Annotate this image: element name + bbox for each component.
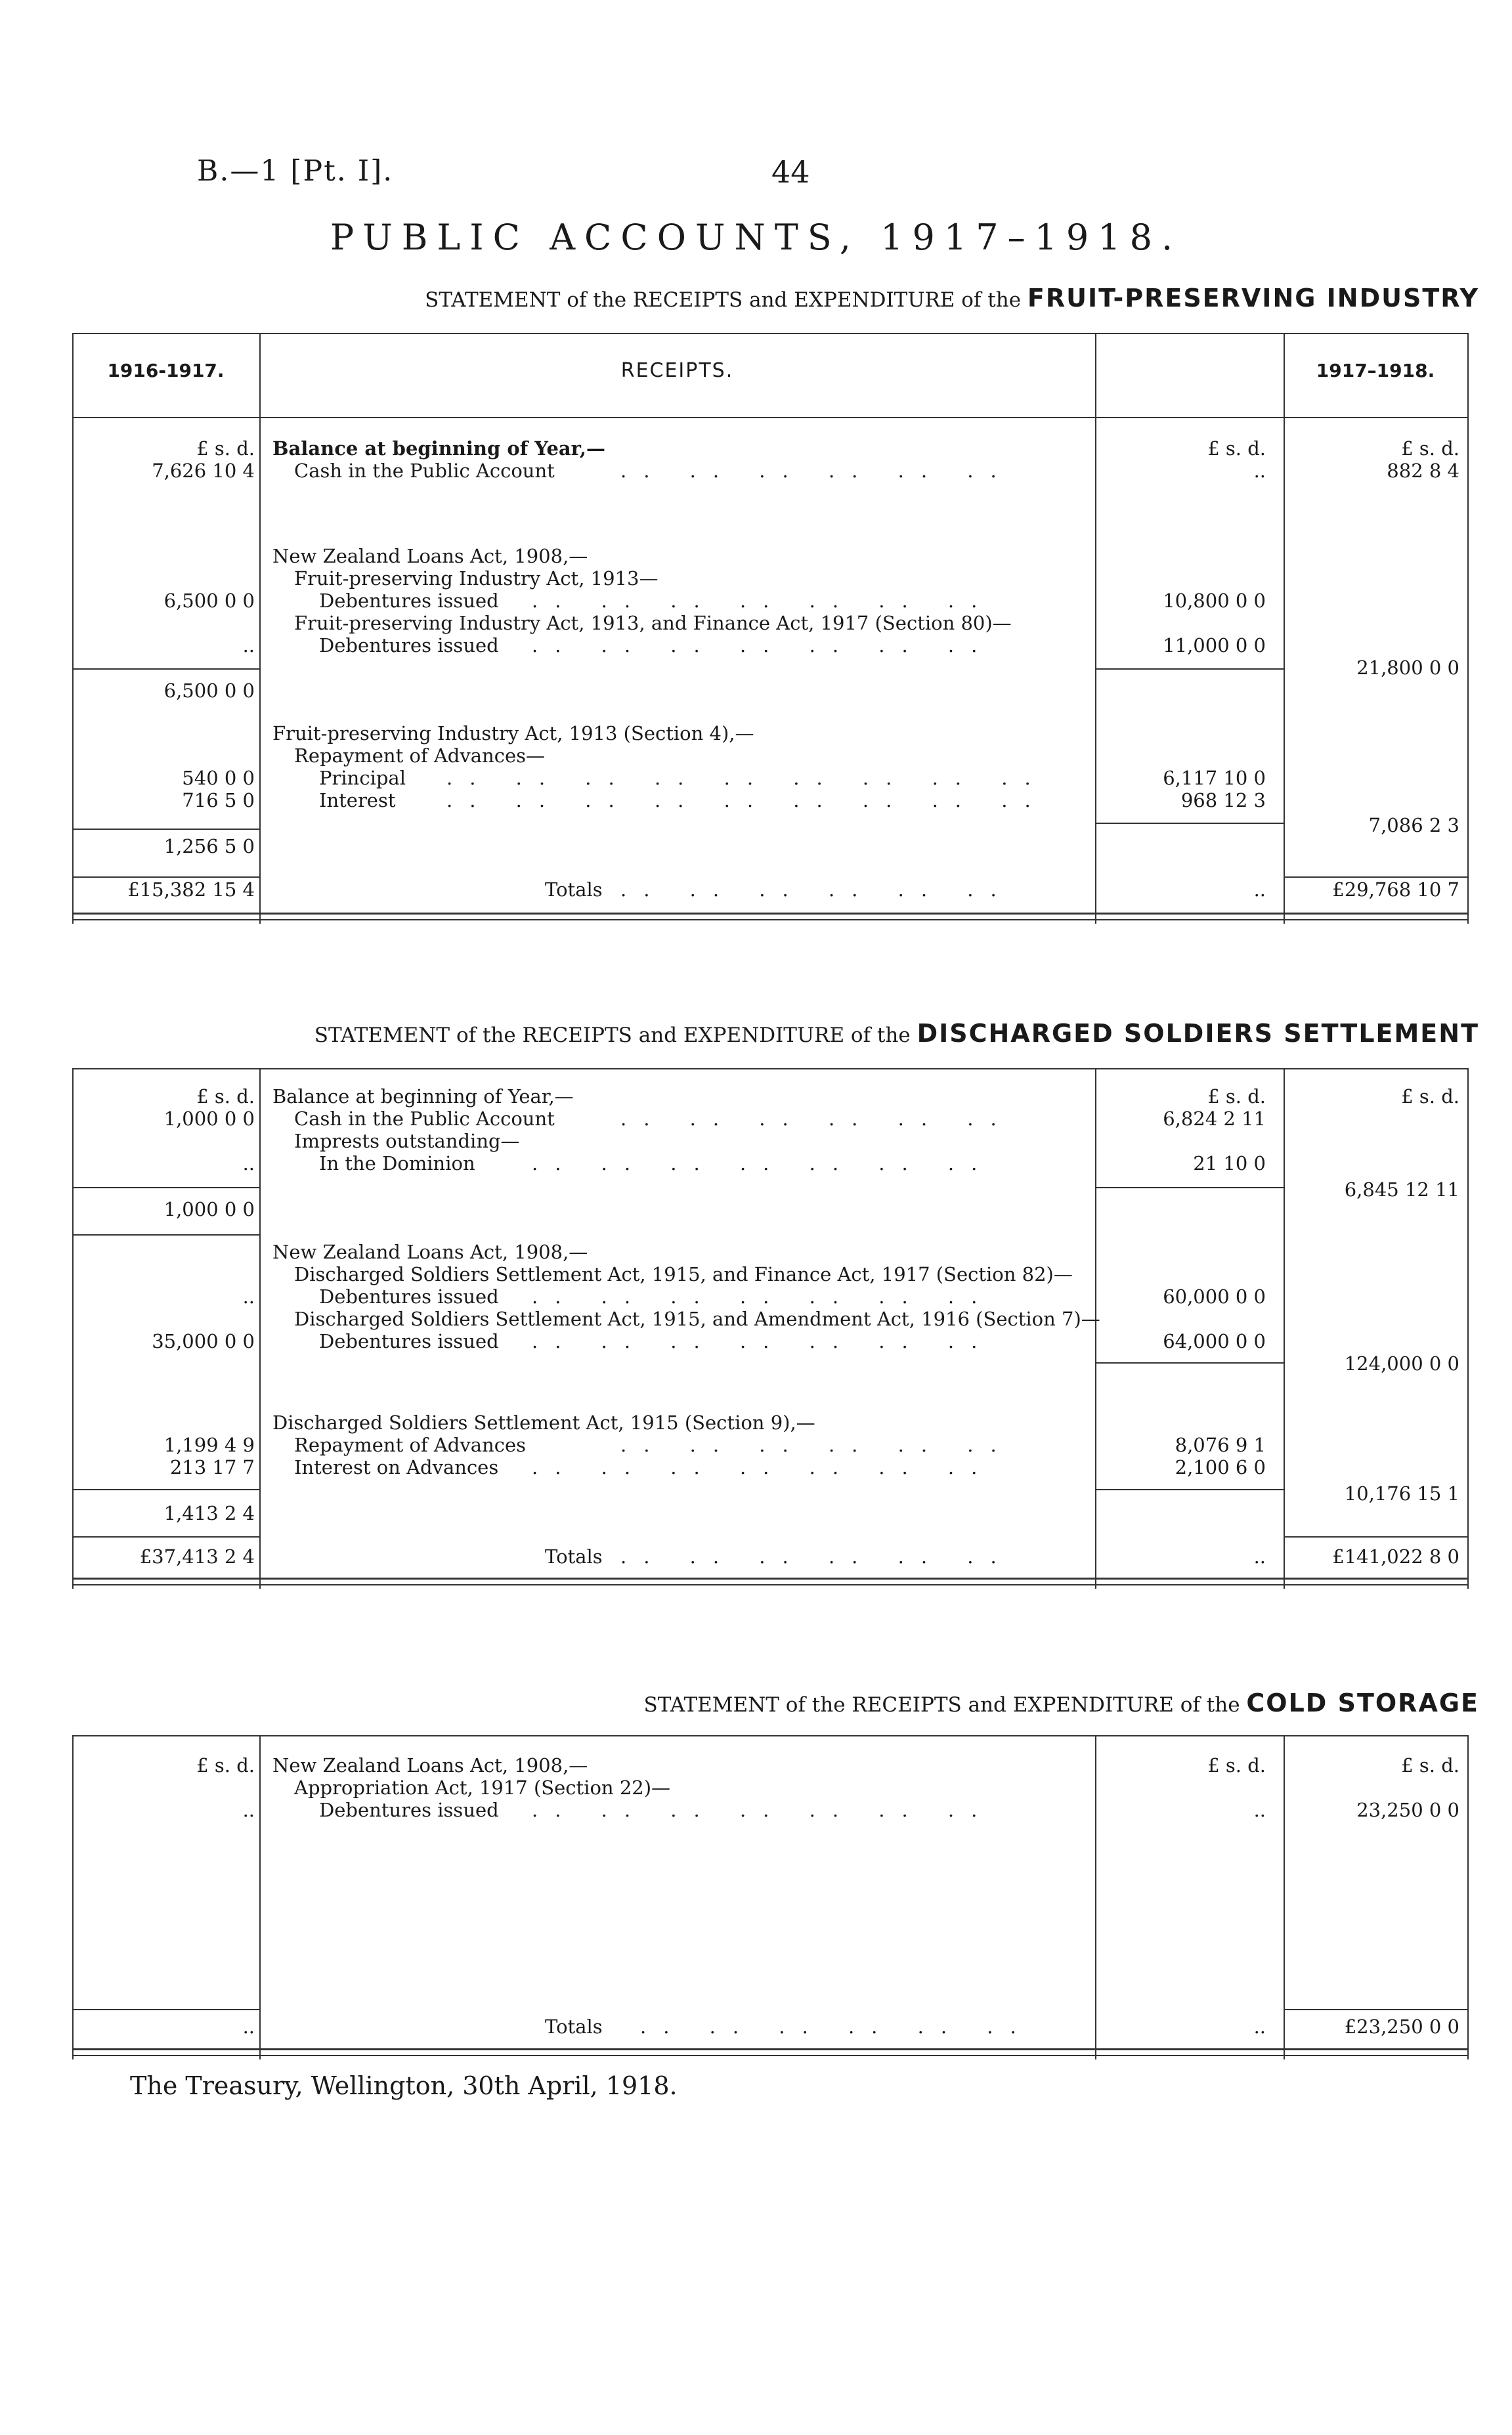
total-curr: £141,022 8 0 — [1332, 1545, 1459, 1568]
leader-dots: .. .. .. .. .. .. — [620, 1108, 1014, 1130]
leader-dots: .. .. .. .. .. .. .. — [532, 1285, 995, 1308]
statement-heading-fruit — [425, 284, 1479, 312]
line-label: Interest — [319, 789, 396, 811]
total-prev: £37,413 2 4 — [139, 1545, 255, 1568]
amount-prev-subtotal: 1,000 0 0 — [163, 1198, 255, 1220]
amount-mid: 10,800 0 0 — [1163, 590, 1266, 612]
leader-dots: .. .. .. .. .. .. — [620, 460, 1014, 482]
amount-prev: 1,199 4 9 — [163, 1434, 255, 1456]
line-label: Debentures issued — [319, 634, 499, 657]
leader-dots: .. .. .. .. .. .. .. — [532, 634, 995, 657]
amount-curr: 7,086 2 3 — [1368, 814, 1459, 836]
statement-heading-cold-storage — [644, 1689, 1479, 1717]
lsd-header: £ s. d. — [1207, 1085, 1266, 1108]
amount-curr: 124,000 0 0 — [1344, 1352, 1459, 1375]
statement-subject: DISCHARGED SOLDIERS SETTLEMENT — [917, 1019, 1479, 1048]
lsd-header: £ s. d. — [1401, 1085, 1459, 1108]
amount-curr: 23,250 0 0 — [1356, 1799, 1459, 1821]
amount-prev-subtotal: 1,413 2 4 — [163, 1502, 255, 1524]
amount-mid: 11,000 0 0 — [1163, 634, 1266, 657]
lsd-header: £ s. d. — [196, 1085, 255, 1108]
amount-prev: 6,500 0 0 — [163, 590, 255, 612]
leader-dots: .. .. .. .. .. .. — [620, 1545, 1014, 1568]
line-label: Debentures issued — [319, 590, 499, 612]
amount-curr: 21,800 0 0 — [1356, 657, 1459, 679]
lsd-header: £ s. d. — [196, 437, 255, 460]
amount-mid: .. — [1253, 1799, 1266, 1821]
leader-dots: .. .. .. .. .. .. — [640, 2015, 1033, 2038]
amount-prev: 716 5 0 — [182, 789, 255, 811]
leader-dots: .. .. .. .. .. .. .. — [532, 1330, 995, 1352]
amount-mid: 6,117 10 0 — [1163, 767, 1266, 789]
amount-prev: .. — [242, 1285, 255, 1308]
leader-dots: .. .. .. .. .. .. .. — [532, 1152, 995, 1174]
total-mid: .. — [1253, 878, 1266, 901]
amount-prev: .. — [242, 634, 255, 657]
line-label: New Zealand Loans Act, 1908,— — [272, 1241, 588, 1263]
totals-label: Totals — [545, 2015, 603, 2038]
col-header-receipts: RECEIPTS. — [620, 359, 734, 382]
line-label: Appropriation Act, 1917 (Section 22)— — [294, 1777, 671, 1799]
page-number: 44 — [771, 154, 810, 190]
line-label: Repayment of Advances— — [294, 744, 545, 767]
amount-mid: 2,100 6 0 — [1175, 1456, 1266, 1478]
leader-dots: .. .. .. .. .. .. .. — [532, 1799, 995, 1821]
line-label: New Zealand Loans Act, 1908,— — [272, 545, 588, 567]
line-label: Cash in the Public Account — [294, 460, 555, 482]
amount-mid: 6,824 2 11 — [1163, 1108, 1266, 1130]
statement-subject: FRUIT-PRESERVING INDUSTRY — [1027, 284, 1479, 312]
statement-prefix: STATEMENT of the RECEIPTS and EXPENDITURE of the — [425, 288, 1022, 312]
amount-prev: 213 17 7 — [169, 1456, 255, 1478]
totals-label: Totals — [545, 1545, 603, 1568]
amount-mid: .. — [1253, 460, 1266, 482]
amount-curr: 6,845 12 11 — [1344, 1178, 1459, 1201]
amount-mid: 64,000 0 0 — [1163, 1330, 1266, 1352]
total-mid: .. — [1253, 2015, 1266, 2038]
statement-heading-soldiers — [314, 1019, 1479, 1048]
leader-dots: .. .. .. .. .. .. — [620, 1434, 1014, 1456]
amount-mid: 21 10 0 — [1193, 1152, 1266, 1174]
line-label: In the Dominion — [319, 1152, 475, 1174]
leader-dots: .. .. .. .. .. .. .. — [532, 590, 995, 612]
line-label: New Zealand Loans Act, 1908,— — [272, 1754, 588, 1777]
total-curr: £23,250 0 0 — [1344, 2015, 1459, 2038]
report-reference: B.—1 [Pt. I]. — [197, 154, 394, 188]
total-curr: £29,768 10 7 — [1332, 878, 1459, 901]
line-label: Fruit-preserving Industry Act, 1913— — [294, 567, 659, 590]
amount-prev: 7,626 10 4 — [152, 460, 255, 482]
footer-signature-line: The Treasury, Wellington, 30th April, 1918. — [130, 2071, 678, 2100]
amount-prev-subtotal: 1,256 5 0 — [163, 835, 255, 857]
leader-dots: .. .. .. .. .. .. .. .. .. — [446, 789, 1048, 811]
amount-prev-subtotal: 6,500 0 0 — [163, 679, 255, 702]
line-label: Imprests outstanding— — [294, 1130, 520, 1152]
statement-prefix: STATEMENT of the RECEIPTS and EXPENDITURE of the — [643, 1693, 1240, 1717]
lsd-header: £ s. d. — [1401, 437, 1459, 460]
lsd-header: £ s. d. — [1207, 1754, 1266, 1777]
total-mid: .. — [1253, 1545, 1266, 1568]
lsd-header: £ s. d. — [1207, 437, 1266, 460]
leader-dots: .. .. .. .. .. .. — [620, 878, 1014, 901]
leader-dots: .. .. .. .. .. .. .. .. .. — [446, 767, 1048, 789]
totals-label: Totals — [545, 878, 603, 901]
lsd-header: £ s. d. — [1401, 1754, 1459, 1777]
line-label: Fruit-preserving Industry Act, 1913 (Section 4),— — [272, 722, 754, 744]
lsd-header: £ s. d. — [196, 1754, 255, 1777]
line-label: Discharged Soldiers Settlement Act, 1915, and Finance Act, 1917 (Section 82)— — [294, 1263, 1073, 1285]
leader-dots: .. .. .. .. .. .. .. — [532, 1456, 995, 1478]
amount-curr: 882 8 4 — [1387, 460, 1459, 482]
amount-mid: 8,076 9 1 — [1175, 1434, 1266, 1456]
statement-prefix: STATEMENT of the RECEIPTS and EXPENDITURE of the — [314, 1024, 911, 1047]
amount-prev: 540 0 0 — [182, 767, 255, 789]
amount-curr: 10,176 15 1 — [1344, 1482, 1459, 1505]
line-label: Debentures issued — [319, 1330, 499, 1352]
line-label: Balance at beginning of Year,— — [272, 1085, 574, 1108]
line-label: Repayment of Advances — [294, 1434, 526, 1456]
amount-prev: 35,000 0 0 — [152, 1330, 255, 1352]
col-header-1916-1917: 1916-1917. — [107, 360, 225, 381]
total-prev: .. — [242, 2015, 255, 2038]
line-label: Balance at beginning of Year,— — [272, 437, 605, 460]
line-label: Discharged Soldiers Settlement Act, 1915 (Section 9),— — [272, 1411, 815, 1434]
line-label: Debentures issued — [319, 1799, 499, 1821]
line-label: Debentures issued — [319, 1285, 499, 1308]
line-label: Interest on Advances — [294, 1456, 499, 1478]
line-label: Discharged Soldiers Settlement Act, 1915, and Amendment Act, 1916 (Section 7)— — [294, 1308, 1100, 1330]
amount-prev: .. — [242, 1799, 255, 1821]
col-header-1917-1918: 1917–1918. — [1316, 360, 1435, 381]
amount-prev: .. — [242, 1152, 255, 1174]
amount-prev: 1,000 0 0 — [163, 1108, 255, 1130]
line-label: Principal — [319, 767, 406, 789]
line-label: Fruit-preserving Industry Act, 1913, and Finance Act, 1917 (Section 80)— — [294, 612, 1012, 634]
line-label: Cash in the Public Account — [294, 1108, 555, 1130]
amount-mid: 60,000 0 0 — [1163, 1285, 1266, 1308]
total-prev: £15,382 15 4 — [127, 878, 255, 901]
amount-mid: 968 12 3 — [1180, 789, 1266, 811]
statement-subject: COLD STORAGE — [1246, 1689, 1479, 1717]
page-title: PUBLIC ACCOUNTS, 1917–1918. — [330, 217, 1182, 258]
